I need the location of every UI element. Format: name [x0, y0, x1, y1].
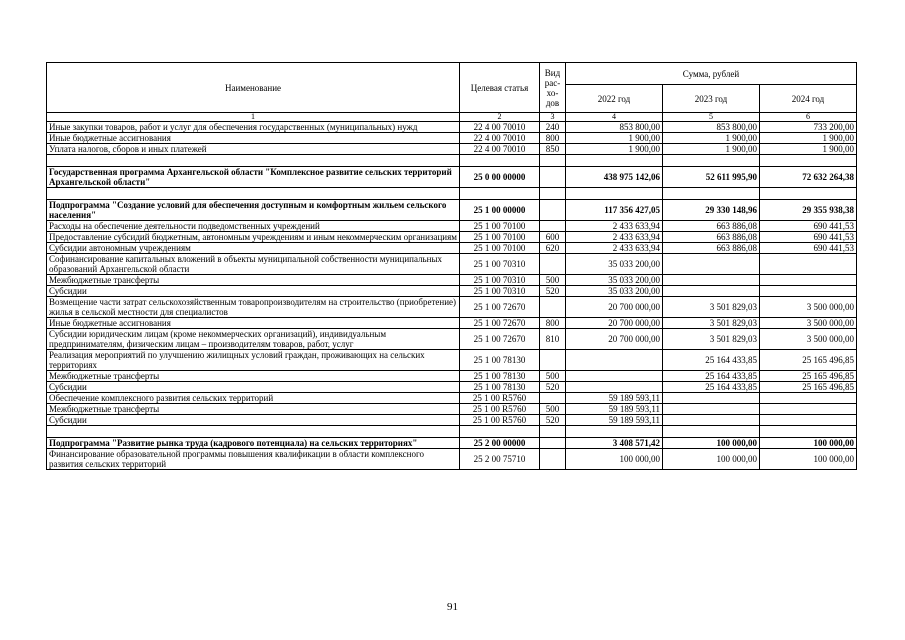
- row-sum-2024: 690 441,53: [760, 221, 857, 232]
- row-expense-type: [540, 393, 566, 404]
- empty-cell: [760, 426, 857, 438]
- row-sum-2024: 733 200,00: [760, 122, 857, 133]
- row-sum-2022: 35 033 200,00: [566, 275, 663, 286]
- row-sum-2022: 20 700 000,00: [566, 329, 663, 350]
- spacer-row: [47, 188, 857, 200]
- row-target-article: 25 1 00 72670: [460, 297, 540, 318]
- row-sum-2023: [663, 404, 760, 415]
- row-sum-2024: 100 000,00: [760, 449, 857, 470]
- empty-cell: [540, 155, 566, 167]
- row-sum-2024: [760, 286, 857, 297]
- row-target-article: 25 1 00 70310: [460, 254, 540, 275]
- row-sum-2023: 25 164 433,85: [663, 382, 760, 393]
- row-name: Субсидии: [47, 415, 460, 426]
- table-row: [47, 232, 857, 243]
- row-name: Подпрограмма "Развитие рынка труда (кадрового потенциала) на сельских территориях": [47, 438, 460, 449]
- row-name: Софинансирование капитальных вложений в объекты муниципальной собственности муниципальных образований Архангельской области: [47, 254, 460, 275]
- row-target-article: 22 4 00 70010: [460, 133, 540, 144]
- column-number: 3: [540, 113, 566, 122]
- row-sum-2024: 1 900,00: [760, 133, 857, 144]
- empty-cell: [540, 188, 566, 200]
- row-sum-2024: 25 165 496,85: [760, 371, 857, 382]
- row-sum-2024: 29 355 938,38: [760, 200, 857, 221]
- table-row: [47, 243, 857, 254]
- row-sum-2023: 3 501 829,03: [663, 297, 760, 318]
- header-year-2023: 2023 год: [663, 85, 760, 113]
- row-sum-2024: [760, 404, 857, 415]
- budget-table: [46, 62, 857, 470]
- row-expense-type: [540, 200, 566, 221]
- empty-cell: [663, 426, 760, 438]
- row-name: Субсидии: [47, 286, 460, 297]
- row-name: Предоставление субсидий бюджетным, автономным учреждениям и иным некоммерческим организациям: [47, 232, 460, 243]
- column-number: 1: [47, 113, 460, 122]
- spacer-row: [47, 426, 857, 438]
- row-sum-2022: 117 356 427,05: [566, 200, 663, 221]
- row-expense-type: 810: [540, 329, 566, 350]
- header-target-article: Целевая статья: [460, 63, 540, 113]
- row-sum-2024: [760, 415, 857, 426]
- row-name: Уплата налогов, сборов и иных платежей: [47, 144, 460, 155]
- row-name: Межбюджетные трансферты: [47, 404, 460, 415]
- table-row: [47, 318, 857, 329]
- row-expense-type: 500: [540, 371, 566, 382]
- row-expense-type: 620: [540, 243, 566, 254]
- row-target-article: 25 0 00 00000: [460, 167, 540, 188]
- empty-cell: [47, 155, 460, 167]
- row-sum-2022: 853 800,00: [566, 122, 663, 133]
- row-expense-type: 800: [540, 133, 566, 144]
- row-name: Реализация мероприятий по улучшению жилищных условий граждан, проживающих на сельских территориях: [47, 350, 460, 371]
- row-sum-2024: 72 632 264,38: [760, 167, 857, 188]
- empty-cell: [760, 155, 857, 167]
- row-expense-type: [540, 167, 566, 188]
- row-sum-2024: 690 441,53: [760, 243, 857, 254]
- row-sum-2022: 59 189 593,11: [566, 415, 663, 426]
- header-sum: Сумма, рублей: [566, 63, 857, 85]
- row-sum-2023: 663 886,08: [663, 232, 760, 243]
- row-name: Субсидии юридическим лицам (кроме некоммерческих организаций), индивидуальным предпринимателям, физическим лицам – производителям товаров, работ, услуг: [47, 329, 460, 350]
- empty-cell: [663, 188, 760, 200]
- table-row: [47, 393, 857, 404]
- table-row: [47, 449, 857, 470]
- row-target-article: 25 1 00 R5760: [460, 393, 540, 404]
- row-sum-2023: [663, 254, 760, 275]
- row-sum-2023: 663 886,08: [663, 243, 760, 254]
- row-sum-2022: 1 900,00: [566, 133, 663, 144]
- table-row: [47, 221, 857, 232]
- row-name: Межбюджетные трансферты: [47, 275, 460, 286]
- row-target-article: 25 1 00 78130: [460, 371, 540, 382]
- header-name: Наименование: [47, 63, 460, 113]
- row-expense-type: 600: [540, 232, 566, 243]
- table-row: [47, 275, 857, 286]
- empty-cell: [460, 155, 540, 167]
- row-expense-type: 520: [540, 382, 566, 393]
- table-row: [47, 144, 857, 155]
- row-sum-2023: [663, 275, 760, 286]
- row-sum-2023: 25 164 433,85: [663, 350, 760, 371]
- row-target-article: 25 1 00 72670: [460, 318, 540, 329]
- row-sum-2024: [760, 275, 857, 286]
- column-number: 6: [760, 113, 857, 122]
- row-target-article: 25 1 00 R5760: [460, 404, 540, 415]
- row-sum-2023: [663, 286, 760, 297]
- row-sum-2024: 1 900,00: [760, 144, 857, 155]
- row-name: Субсидии автономным учреждениям: [47, 243, 460, 254]
- row-sum-2022: 20 700 000,00: [566, 297, 663, 318]
- header-expense-type: Вид рас-хо-дов: [540, 63, 566, 113]
- row-target-article: 25 2 00 75710: [460, 449, 540, 470]
- table-row: [47, 404, 857, 415]
- row-name: Субсидии: [47, 382, 460, 393]
- table-row: [47, 329, 857, 350]
- row-expense-type: [540, 350, 566, 371]
- row-name: Иные бюджетные ассигнования: [47, 318, 460, 329]
- column-number: 5: [663, 113, 760, 122]
- row-sum-2022: 1 900,00: [566, 144, 663, 155]
- row-target-article: 22 4 00 70010: [460, 122, 540, 133]
- row-sum-2023: 100 000,00: [663, 438, 760, 449]
- row-sum-2022: 59 189 593,11: [566, 404, 663, 415]
- empty-cell: [47, 426, 460, 438]
- column-number: 4: [566, 113, 663, 122]
- row-expense-type: [540, 449, 566, 470]
- row-sum-2022: 35 033 200,00: [566, 286, 663, 297]
- row-expense-type: [540, 221, 566, 232]
- table-row: [47, 415, 857, 426]
- program-row: [47, 200, 857, 221]
- row-expense-type: 500: [540, 275, 566, 286]
- row-sum-2024: 3 500 000,00: [760, 297, 857, 318]
- row-expense-type: [540, 254, 566, 275]
- row-target-article: 25 1 00 70100: [460, 232, 540, 243]
- spacer-row: [47, 155, 857, 167]
- row-sum-2024: 3 500 000,00: [760, 329, 857, 350]
- table-row: [47, 297, 857, 318]
- row-target-article: 25 1 00 00000: [460, 200, 540, 221]
- row-sum-2023: 3 501 829,03: [663, 318, 760, 329]
- empty-cell: [663, 155, 760, 167]
- row-target-article: 25 2 00 00000: [460, 438, 540, 449]
- row-sum-2023: 853 800,00: [663, 122, 760, 133]
- row-expense-type: 520: [540, 286, 566, 297]
- header-year-2022: 2022 год: [566, 85, 663, 113]
- row-sum-2024: 690 441,53: [760, 232, 857, 243]
- row-sum-2022: 59 189 593,11: [566, 393, 663, 404]
- row-sum-2023: [663, 393, 760, 404]
- row-sum-2024: 25 165 496,85: [760, 382, 857, 393]
- row-sum-2022: 20 700 000,00: [566, 318, 663, 329]
- row-sum-2024: [760, 254, 857, 275]
- table-row: [47, 122, 857, 133]
- row-expense-type: 850: [540, 144, 566, 155]
- header-year-2024: 2024 год: [760, 85, 857, 113]
- row-target-article: 25 1 00 78130: [460, 350, 540, 371]
- table-row: [47, 254, 857, 275]
- row-sum-2023: [663, 415, 760, 426]
- row-target-article: 25 1 00 70100: [460, 243, 540, 254]
- row-expense-type: [540, 297, 566, 318]
- empty-cell: [566, 188, 663, 200]
- row-sum-2024: 100 000,00: [760, 438, 857, 449]
- row-name: Финансирование образовательной программы повышения квалификации в области комплексного развития сельских территорий: [47, 449, 460, 470]
- table-row: [47, 350, 857, 371]
- row-name: Обеспечение комплексного развития сельских территорий: [47, 393, 460, 404]
- empty-cell: [460, 426, 540, 438]
- table-row: [47, 133, 857, 144]
- empty-cell: [47, 188, 460, 200]
- row-sum-2022: 100 000,00: [566, 449, 663, 470]
- row-name: Возмещение части затрат сельскохозяйственным товаропроизводителям на строительство (приобретение) жилья в сельской местности для специалистов: [47, 297, 460, 318]
- page-number: 91: [447, 601, 458, 613]
- row-target-article: 25 1 00 70310: [460, 275, 540, 286]
- row-name: Иные бюджетные ассигнования: [47, 133, 460, 144]
- empty-cell: [760, 188, 857, 200]
- row-sum-2023: 100 000,00: [663, 449, 760, 470]
- table-row: [47, 371, 857, 382]
- row-name: Расходы на обеспечение деятельности подведомственных учреждений: [47, 221, 460, 232]
- row-target-article: 25 1 00 70100: [460, 221, 540, 232]
- row-sum-2022: [566, 350, 663, 371]
- row-sum-2022: 2 433 633,94: [566, 221, 663, 232]
- row-sum-2022: 2 433 633,94: [566, 243, 663, 254]
- row-name: Иные закупки товаров, работ и услуг для обеспечения государственных (муниципальных) нужд: [47, 122, 460, 133]
- row-target-article: 22 4 00 70010: [460, 144, 540, 155]
- row-target-article: 25 1 00 78130: [460, 382, 540, 393]
- row-expense-type: 500: [540, 404, 566, 415]
- row-sum-2023: 52 611 995,90: [663, 167, 760, 188]
- empty-cell: [460, 188, 540, 200]
- row-sum-2023: 25 164 433,85: [663, 371, 760, 382]
- row-sum-2022: 2 433 633,94: [566, 232, 663, 243]
- row-sum-2022: 438 975 142,06: [566, 167, 663, 188]
- row-sum-2024: 3 500 000,00: [760, 318, 857, 329]
- row-sum-2024: 25 165 496,85: [760, 350, 857, 371]
- row-target-article: 25 1 00 70310: [460, 286, 540, 297]
- program-row: [47, 438, 857, 449]
- row-sum-2023: 1 900,00: [663, 144, 760, 155]
- row-sum-2022: 3 408 571,42: [566, 438, 663, 449]
- row-sum-2022: [566, 382, 663, 393]
- row-sum-2022: 35 033 200,00: [566, 254, 663, 275]
- row-expense-type: 520: [540, 415, 566, 426]
- row-target-article: 25 1 00 72670: [460, 329, 540, 350]
- program-row: [47, 167, 857, 188]
- row-name: Государственная программа Архангельской области "Комплексное развитие сельских территорий Архангельской области": [47, 167, 460, 188]
- empty-cell: [540, 426, 566, 438]
- row-sum-2023: 3 501 829,03: [663, 329, 760, 350]
- row-sum-2024: [760, 393, 857, 404]
- row-name: Межбюджетные трансферты: [47, 371, 460, 382]
- row-sum-2023: 663 886,08: [663, 221, 760, 232]
- row-expense-type: [540, 438, 566, 449]
- row-target-article: 25 1 00 R5760: [460, 415, 540, 426]
- row-expense-type: 240: [540, 122, 566, 133]
- table-row: [47, 286, 857, 297]
- column-number: 2: [460, 113, 540, 122]
- row-sum-2022: [566, 371, 663, 382]
- row-expense-type: 800: [540, 318, 566, 329]
- row-sum-2023: 1 900,00: [663, 133, 760, 144]
- table-row: [47, 382, 857, 393]
- row-sum-2023: 29 330 148,96: [663, 200, 760, 221]
- row-name: Подпрограмма "Создание условий для обеспечения доступным и комфортным жильем сельского населения": [47, 200, 460, 221]
- empty-cell: [566, 426, 663, 438]
- empty-cell: [566, 155, 663, 167]
